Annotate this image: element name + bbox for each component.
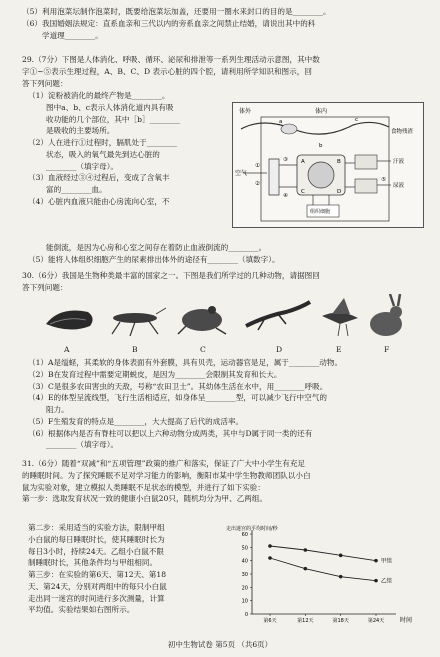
q29-s1-c: 收功能的几个部位，其中［b］________: [46, 114, 180, 124]
series-point-0: [268, 544, 272, 548]
page-footer: 初中生物试卷 第5页 （共6页）: [167, 640, 273, 650]
y-tick-label: 50: [241, 545, 248, 552]
top-block: [22, 6, 422, 41]
label-5: ⑤: [381, 177, 386, 183]
digestive-tract: [241, 122, 389, 134]
q31-head-1: 31.（6分）随着“双减”和“五项管理”政策的推广和落实，保证了广大中小学生有充足: [22, 459, 306, 468]
series-point-1: [374, 579, 378, 583]
y-tick-label: 30: [241, 572, 248, 578]
lizard-image: [246, 302, 310, 330]
x-tick-label: 第18天: [332, 618, 349, 624]
q29-s1-d: 是吸收的主要场所。: [46, 126, 115, 136]
label-body: 体内: [315, 108, 328, 115]
y-tick-label: 0: [244, 612, 248, 618]
stomach-shape: [281, 124, 297, 134]
chart-ylabel: 走出迷宫的平均时间/秒: [226, 526, 278, 532]
series-point-0: [304, 548, 308, 552]
q29-figure: [232, 102, 424, 228]
y-tick-label: 20: [241, 585, 248, 592]
q29-head: [22, 54, 422, 89]
lung-shape: [269, 159, 279, 195]
q29-head-3: 答下列问题：: [22, 78, 68, 88]
q31-step3-b: 天、第24天，分别对两组中的每只小白鼠: [28, 581, 167, 591]
q29-s4-b-wrap: [46, 242, 426, 254]
q30-s1: （1）A是缢蛏，其柔软的身体表面有外套膜，具有贝壳，运动器官是足，属于________动物。: [28, 358, 343, 367]
q30-subquestions: [28, 357, 428, 451]
q30-s4b: 阻力。: [46, 405, 69, 415]
label-a: a: [279, 119, 283, 125]
label-2: ②: [255, 181, 260, 187]
q31-step2-b: 小白鼠的每日睡眠时长，使其睡眠时长为: [28, 534, 165, 544]
q30-head-1: 30.（6分）我国是生物种类最丰富的国家之一。下图是我们所学过的几种动物，请据图回: [22, 271, 320, 280]
q29-head-2: 字①~⑤表示生理过程，A、B、C、D 表示心脏的四个腔，请利用所学知识和图示，回: [22, 66, 312, 76]
label-b: b: [319, 143, 323, 149]
label-B: B: [337, 159, 341, 165]
physiology-diagram: [233, 103, 423, 227]
q29-s5-wrap: [28, 254, 428, 266]
q29-s3-b: 富的________血。: [46, 185, 107, 195]
q31-head-2: 的睡眠时间。为了探究睡眠不足对学习能力的影响，衡阳市某中学生物教师团队以小白: [22, 470, 311, 480]
q28-6b: 学道理________。: [42, 30, 103, 40]
animal-labels: [40, 344, 410, 354]
x-tick-label: 第12天: [297, 618, 314, 624]
series-point-1: [304, 567, 308, 571]
q31-step1: 第一步：选取发育状况一致的健康小白鼠20只，随机均分为甲、乙两组。: [22, 494, 268, 504]
label-3: ③: [283, 157, 288, 163]
animals-svg: [40, 294, 410, 344]
series-line-1: [270, 558, 376, 581]
clam-image: [46, 311, 93, 330]
series-point-0: [339, 554, 343, 558]
chart-xlabel: 时间: [400, 617, 413, 624]
animal-figure-row: [40, 294, 410, 344]
q30-head-2: 答下列问题：: [22, 282, 68, 292]
label-D: D: [337, 189, 342, 195]
q29-s4-a: （4）心脏内血液只能由心房流向心室，不: [28, 196, 170, 206]
q31-step2-a: 第二步：采用适当的实验方法，限制甲组: [28, 523, 165, 532]
q29-s4-b: 能倒流，是因为心房和心室之间存在着防止血液倒流的________。: [46, 243, 267, 252]
q28-5: （5）利用泡菜坛制作泡菜时，既要给泡菜坛加盖，还要用一圈水来封口的目的是________。: [22, 7, 331, 16]
q31-step2-c: 每日3小时，持续24天。乙组小白鼠不限: [28, 546, 164, 556]
q31-head-3: 鼠为实验对象，建立模拟人类睡眠不足状态的模型，并进行了如下实验：: [22, 482, 265, 492]
q31-step3-d: 平均值。实验结果如右图所示。: [28, 605, 135, 615]
q29-subquestions: [28, 90, 224, 208]
label-sweat: 汗液: [393, 159, 405, 165]
q31-step3-a: 第三步：在实验的第6天、第12天、第18: [28, 570, 167, 580]
maze-chart-svg: [222, 522, 422, 628]
bird-image: [322, 298, 358, 336]
y-tick-label: 40: [241, 558, 248, 565]
q30-head: [22, 270, 422, 294]
q29-s1-a: （1）淀粉被消化的最终产物是________。: [28, 91, 170, 100]
q30-s6a: （6）根据体内是否有脊柱可以把以上六种动物分成两类，其中与D属于同一类的还有: [28, 428, 313, 438]
series-label-1: 乙组: [381, 578, 393, 585]
label-cells: 组织细胞: [310, 209, 331, 215]
y-tick-label: 60: [241, 532, 248, 538]
kidney-box: [355, 179, 377, 193]
series-line-0: [270, 546, 376, 561]
series-point-1: [268, 556, 272, 560]
locust-image: [112, 308, 166, 336]
q31-head: [22, 458, 422, 505]
q29-s2-c: ________（填字母）。: [46, 161, 119, 171]
series-point-0: [374, 559, 378, 563]
label-air: 空气: [235, 170, 248, 177]
q31-step2-d: 制睡眠时长，其他条件均与甲组相同。: [28, 558, 158, 568]
label-A: A: [301, 159, 305, 165]
label-animal-F: F: [384, 345, 390, 354]
skin-box: [355, 155, 377, 169]
q29-s1-b: 图中a、b、c表示人体消化道内具有吸: [46, 102, 174, 112]
q28-6a: （6）我国婚姻法规定：直系血亲和三代以内的旁系血亲之间禁止结婚，请说出其中的科: [22, 18, 316, 28]
rabbit-image: [370, 294, 402, 336]
label-urine: 尿液: [393, 183, 405, 189]
label-animal-B: B: [132, 345, 138, 354]
label-animal-A: A: [64, 345, 70, 354]
q30-s6b: ________（填字母）。: [46, 440, 119, 450]
x-tick-label: 第6天: [263, 618, 277, 624]
q31-steps: [28, 522, 218, 616]
series-point-1: [339, 575, 343, 579]
q30-s3: （3）C是很多农田害虫的天敌，号称“农田卫士”。其幼体生活在水中，用________呼吸。: [28, 381, 328, 391]
label-animal-E: E: [336, 345, 342, 354]
frog-image: [178, 306, 226, 334]
q29-s2-a: （2）人在进行①过程时，膈肌处于________: [28, 138, 178, 148]
maze-chart: [222, 522, 422, 628]
q30-s4a: （4）E的体型呈流线型，飞行生活相适应，如身体呈________型，可以减少飞行中空气的: [28, 393, 327, 403]
label-c: c: [355, 117, 359, 123]
y-tick-label: 10: [241, 598, 248, 605]
label-animal-C: C: [200, 345, 206, 354]
q29-s2-b: 状态，吸入的氧气最先到达心脏的: [46, 149, 160, 159]
label-animal-D: D: [276, 345, 283, 354]
q29-s5: （5）能将人体组织细胞产生的尿素排出体外的途径有________（填数字）。: [28, 255, 280, 264]
label-C: C: [301, 189, 305, 195]
q31-step3-c: 走出同一迷宫的时间进行多次测量，计算: [28, 593, 165, 603]
label-outside: 体外: [239, 108, 252, 115]
q29-head-1: 29.（7分）下图是人体消化、呼吸、循环、泌尿和排泄等一系列生理活动示意图，其中数: [22, 55, 320, 64]
q30-s5: （5）F生殖发育的特点是________，大大提高了后代的成活率。: [28, 416, 244, 426]
label-4: ④: [283, 193, 288, 199]
series-label-0: 甲组: [381, 558, 393, 565]
label-food: 食物残渣: [391, 129, 414, 135]
heart-shape: [308, 162, 334, 188]
x-tick-label: 第24天: [367, 618, 385, 624]
label-1: ①: [255, 163, 260, 169]
q30-s2: （2）B在发育过程中需要定期蜕皮，是因为________会限制其发育和长大。: [28, 369, 282, 379]
q29-s3-a: （3）血液经过③④过程后，变成了含氧丰: [28, 173, 170, 183]
